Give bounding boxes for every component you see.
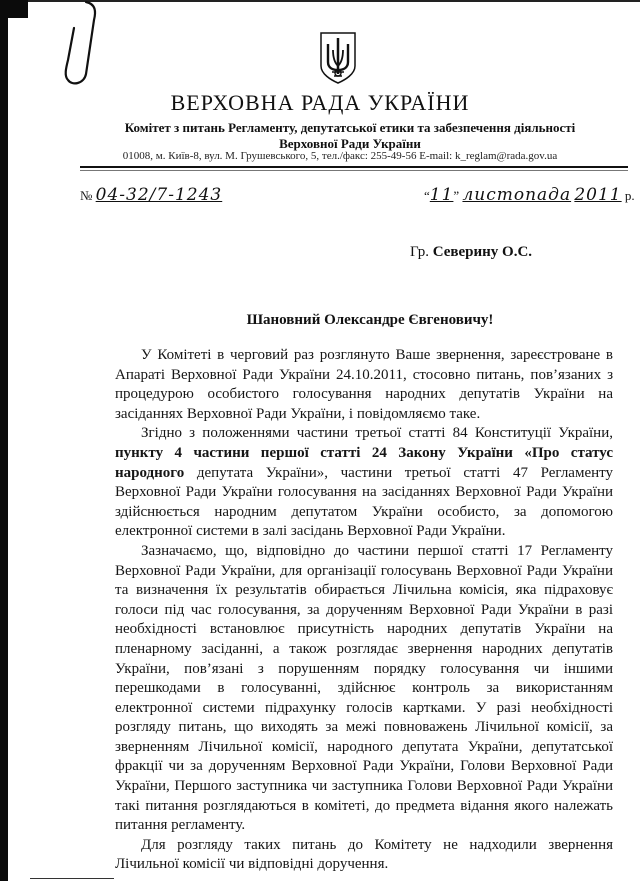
scan-top-corner — [0, 0, 28, 18]
date-suffix: р. — [624, 188, 635, 203]
paragraph-text: Згідно з положеннями частини третьої статті 84 Конституції України, — [141, 425, 613, 442]
letterhead-divider — [80, 166, 628, 168]
body-paragraph — [115, 424, 613, 542]
date-day: 11 — [429, 185, 454, 205]
committee-address: 01008, м. Київ-8, вул. М. Грушевського, 5, тел./факс: 255-49-56 E-mail: k_reglam@rada.gov.ua — [122, 150, 558, 162]
paragraph-bold-text: пункту 4 частини першої статті 24 Закону України «Про статус народного — [115, 444, 613, 481]
paperclip-icon — [56, 0, 100, 88]
date-quote-close: ” — [453, 188, 460, 203]
scan-bottom-mark — [30, 878, 114, 879]
addressee-prefix: Гр. — [410, 244, 429, 260]
scan-top-border — [28, 0, 640, 2]
trident-coat-of-arms-icon — [319, 30, 357, 84]
letterhead-divider-thin — [80, 170, 628, 171]
letter-body — [115, 346, 613, 875]
date-quote-open: “ — [424, 188, 430, 203]
addressee — [410, 244, 532, 261]
date-year: 2011 — [574, 185, 622, 205]
body-paragraph: Для розгляду таких питань до Комітету не надходили звернення Лічильної комісії чи відповідні доручення. — [115, 836, 613, 873]
committee-name — [60, 120, 640, 152]
reference-number — [80, 185, 222, 205]
addressee-name: Северину О.С. — [432, 244, 533, 260]
salutation: Шановний Олександре Євгеновичу! — [246, 312, 494, 328]
paragraph-text: депутата України», частини третьої статті 47 Регламенту Верховної Ради України голосування на засіданнях Верховної Ради України здійснюється народним депутатом України особисто, за допомогою електронної системи в залі засідань Верховної Ради України. — [115, 464, 613, 540]
committee-name-line-2: Верховної Ради України — [279, 136, 421, 151]
committee-name-line-1: Комітет з питань Регламенту, депутатської етики та забезпечення діяльності — [124, 120, 576, 135]
body-paragraph: Зазначаємо, що, відповідно до частини першої статті 17 Регламенту Верховної Ради України, для організації голосувань Верховної Ради України та визначення їх результатів обирається Лічильна комісія, яка підраховує голоси під час голосування, за дорученням Верховної Ради України в разі необхідності встановлює присутність народних депутатів України на пленарному засіданні, а також розглядає звернення народних депутатів України, пов’язані з порушенням порядку голосування чи іншими перешкодами в голосуванні, здійснює контроль за використанням електронної системи підрахунку голосів картками. У разі необхідності розгляду питань, що виходять за межі повноважень Лічильної комісії, за зверненням Лічильної комісії, народного депутата України, депутатської фракції чи за дорученням Верховної Ради України, Голови Верховної Ради України, Першого заступника чи заступника Голови Верховної Ради України такі питання розглядаються в комітеті, до предмета відання якого належать питання регламенту. — [115, 542, 613, 834]
organization-title: ВЕРХОВНА РАДА УКРАЇНИ — [170, 90, 470, 115]
letter-date — [424, 185, 635, 205]
date-month: листопада — [462, 185, 572, 205]
scan-left-border — [0, 0, 8, 881]
reference-number-value: 04-32/7-1243 — [95, 185, 223, 205]
reference-number-prefix: № — [80, 188, 93, 203]
body-paragraph: У Комітеті в черговий раз розглянуто Ваше звернення, зареєстроване в Апараті Верховної Ради України 24.10.2011, стосовно питань, пов’язаних з процедурою особистого голосування народних депутатів України на засіданнях Верховної Ради України, і повідомляємо таке. — [115, 347, 613, 422]
